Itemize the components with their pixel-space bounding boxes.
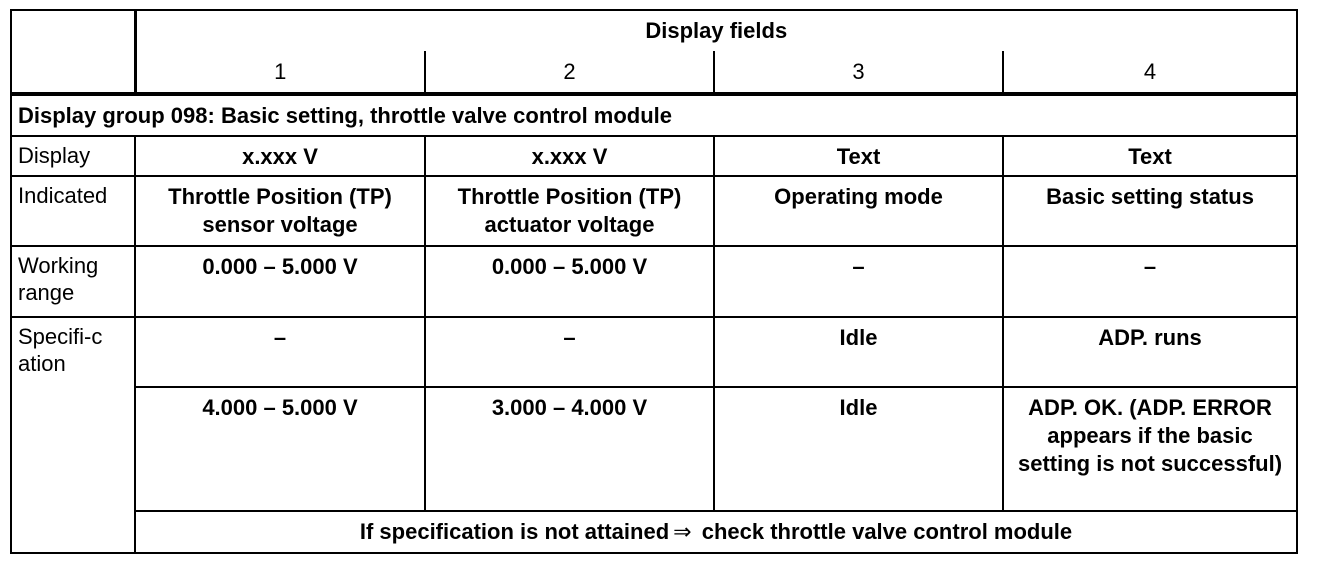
working-range-value-1: 0.000 – 5.000 V xyxy=(135,246,425,316)
specification-label-text: Specifi-cation xyxy=(18,323,103,376)
indicated-value-4: Basic setting status xyxy=(1003,176,1297,246)
footer-instruction xyxy=(135,511,1297,553)
indicated-value-3: Operating mode xyxy=(714,176,1003,246)
row-label-specification xyxy=(11,317,135,553)
working-range-value-4: – xyxy=(1003,246,1297,316)
display-group-table xyxy=(10,9,1298,554)
working-range-value-2: 0.000 – 5.000 V xyxy=(425,246,714,316)
row-label-working-range: Working range xyxy=(11,246,135,316)
indicated-value-2: Throttle Position (TP) actuator voltage xyxy=(425,176,714,246)
field-number-3: 3 xyxy=(714,51,1003,94)
working-range-value-3: – xyxy=(714,246,1003,316)
display-value-4: Text xyxy=(1003,136,1297,176)
field-number-4: 4 xyxy=(1003,51,1297,94)
row-label-display: Display xyxy=(11,136,135,176)
display-value-1: x.xxx V xyxy=(135,136,425,176)
footer-suffix: check throttle valve control module xyxy=(701,518,1073,544)
display-group-title: Display group 098: Basic setting, throttle valve control module xyxy=(11,94,1297,136)
specification-value-4a: ADP. runs xyxy=(1003,317,1297,387)
specification-value-2b: 3.000 – 4.000 V xyxy=(425,387,714,511)
field-number-2: 2 xyxy=(425,51,714,94)
row-label-indicated: Indicated xyxy=(11,176,135,246)
display-value-3: Text xyxy=(714,136,1003,176)
footer-prefix: If specification is not attained xyxy=(359,518,670,544)
specification-value-3a: Idle xyxy=(714,317,1003,387)
specification-value-1b: 4.000 – 5.000 V xyxy=(135,387,425,511)
specification-value-2a: – xyxy=(425,317,714,387)
field-number-1: 1 xyxy=(135,51,425,94)
corner-cell xyxy=(11,10,135,94)
specification-value-4b: ADP. OK. (ADP. ERROR appears if the basic setting is not successful) xyxy=(1003,387,1297,511)
specification-value-1a: – xyxy=(135,317,425,387)
display-value-2: x.xxx V xyxy=(425,136,714,176)
footer-arrow-icon: ⇒ xyxy=(673,518,692,544)
display-fields-header: Display fields xyxy=(135,10,1297,51)
specification-value-3b: Idle xyxy=(714,387,1003,511)
indicated-value-1: Throttle Position (TP) sensor voltage xyxy=(135,176,425,246)
